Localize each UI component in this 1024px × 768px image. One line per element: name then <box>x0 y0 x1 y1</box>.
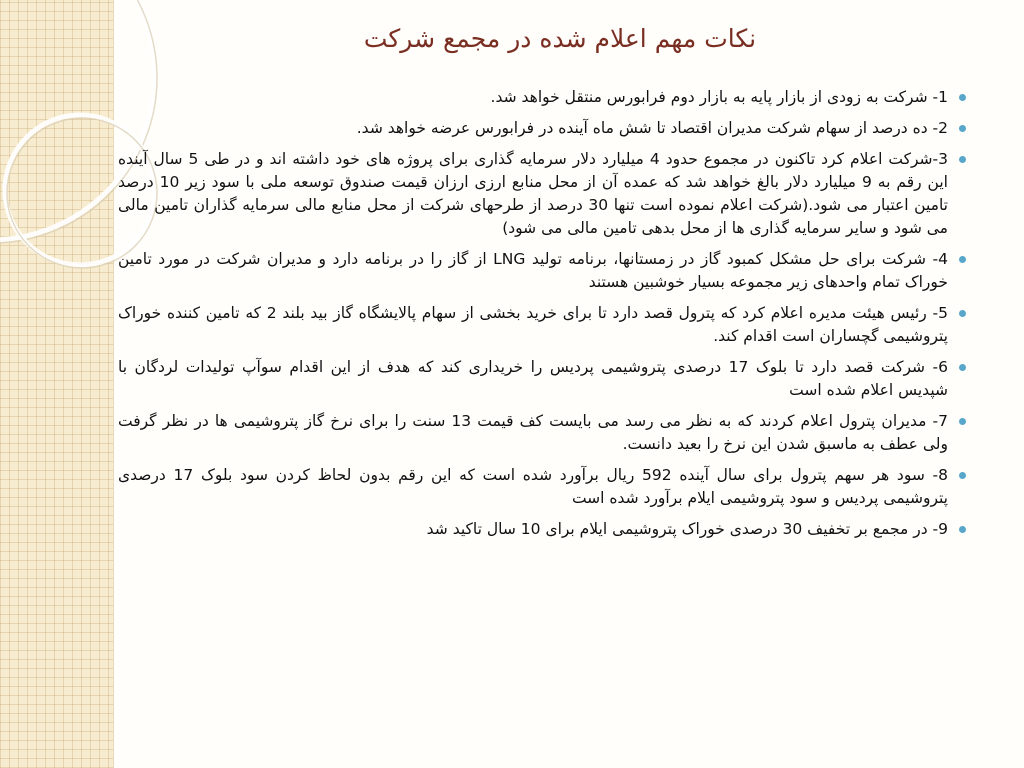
list-item-text: 1- شرکت به زودی از بازار پایه به بازار دوم فرابورس منتقل خواهد شد. <box>490 88 948 106</box>
bullet-list <box>118 86 966 549</box>
list-item <box>118 356 966 402</box>
list-item-text: 8- سود هر سهم پترول برای سال آینده 592 ریال برآورد شده است که این رقم بدون لحاظ کردن سود بلوک 17 درصدی پتروشیمی پردیس و سود پتروشیمی ایلام برآورد شده است <box>118 466 949 507</box>
list-item <box>118 302 966 348</box>
slide-title: نکات مهم اعلام شده در مجمع شرکت <box>363 24 757 53</box>
bullet-dot-icon <box>959 472 966 479</box>
list-item-text: 6- شرکت قصد دارد تا بلوک 17 درصدی پتروشیمی پردیس را خریداری کند که هدف از این اقدام سوآپ تولیدات لردگان با شپدیس اعلام شده است <box>118 358 948 399</box>
bullet-dot-icon <box>959 125 966 132</box>
list-item <box>118 410 966 456</box>
list-item-text: 7- مدیران پترول اعلام کردند که به نظر می رسد می بایست کف قیمت 13 سنت را برای نرخ گاز پتروشیمی ها در نظر گرفت ولی عطف به ماسبق شدن این نرخ را بعید دانست. <box>118 412 948 453</box>
list-item-text: 3-شرکت اعلام کرد تاکنون در مجموع حدود 4 میلیارد دلار سرمایه گذاری برای پروژه های خود داشته اند و در طی 5 سال آینده این رقم به 9 میلیارد دلار بالغ خواهد شد که عمده آن از محل منابع ارزی ارزان قیمت صندوق توسعه ملی با سود زیر 10 درصد تامین اعتبار می شود.(شرکت اعلام نموده است تنها 30 درصد از طرحهای شرکت از محل منابع مالی سرمایه گذاران تامین مالی می شود و سایر سرمایه گذاری ها از محل بدهی تامین مالی می شود) <box>118 150 948 237</box>
bullet-dot-icon <box>959 94 966 101</box>
list-item-text: 5- رئیس هیئت مدیره اعلام کرد که پترول قصد دارد تا برای خرید بخشی از سهام پالایشگاه گاز بید بلند 2 که تامین کننده خوراک پتروشیمی گچساران است اقدام کند. <box>118 304 948 345</box>
list-item-text: 4- شرکت برای حل مشکل کمبود گاز در زمستانها، برنامه تولید LNG از گاز را در برنامه دارد و مدیران شرکت در مورد تامین خوراک تمام واحدهای زیر مجموعه بسیار خوشبین هستند <box>118 250 948 291</box>
bullet-dot-icon <box>959 526 966 533</box>
list-item <box>118 464 966 510</box>
list-item-text: 9- در مجمع بر تخفیف 30 درصدی خوراک پتروشیمی ایلام برای 10 سال تاکید شد <box>426 520 948 538</box>
list-item <box>118 117 966 140</box>
bullet-dot-icon <box>959 364 966 371</box>
bullet-dot-icon <box>959 256 966 263</box>
list-item <box>118 518 966 541</box>
list-item <box>118 148 966 240</box>
bullet-dot-icon <box>959 418 966 425</box>
bullet-dot-icon <box>959 310 966 317</box>
list-item-text: 2- ده درصد از سهام شرکت مدیران اقتصاد تا شش ماه آینده در فرابورس عرضه خواهد شد. <box>356 119 948 137</box>
list-item <box>118 248 966 294</box>
bullet-dot-icon <box>959 156 966 163</box>
list-item <box>118 86 966 109</box>
